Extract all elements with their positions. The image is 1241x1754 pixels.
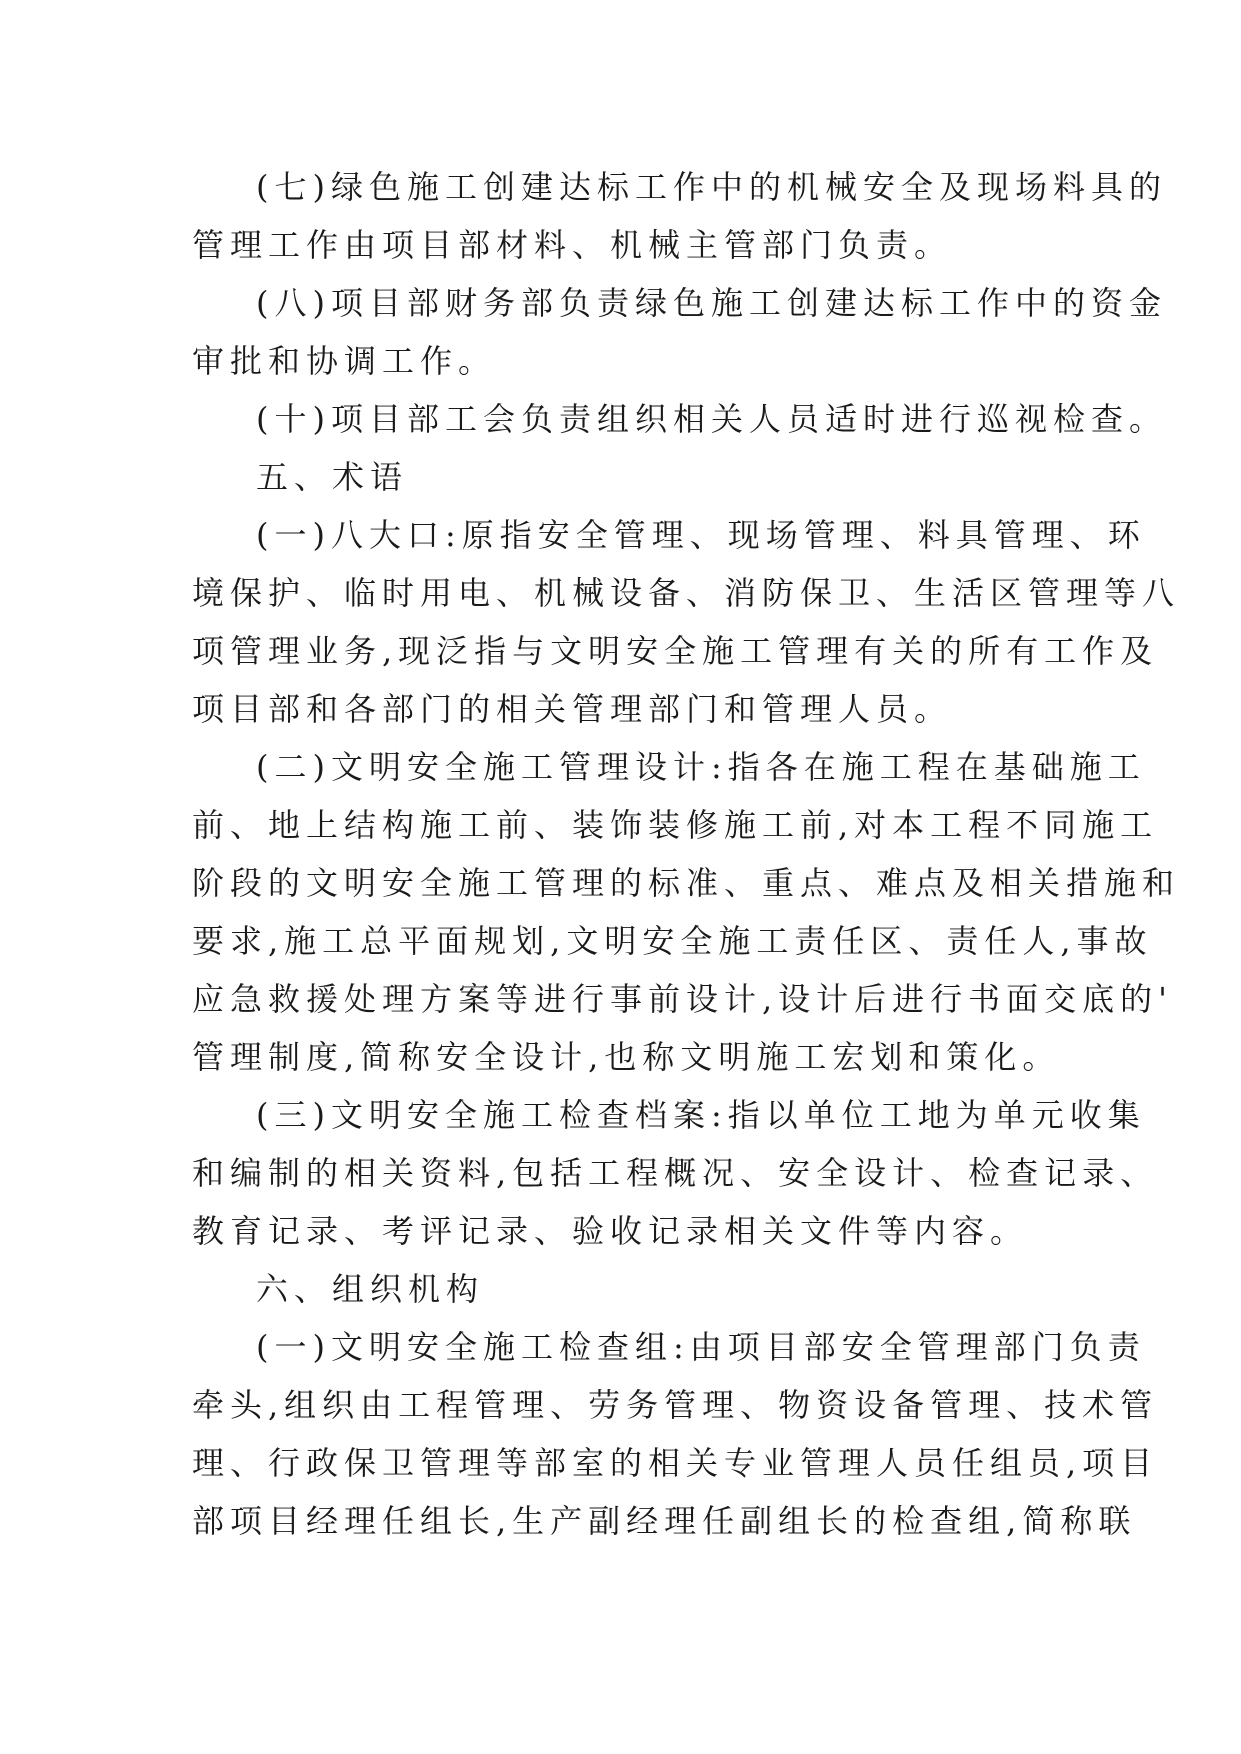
paragraph-line: 前、地上结构施工前、装饰装修施工前,对本工程不同施工: [192, 806, 1159, 844]
paragraph-line: (一)八大口:原指安全管理、现场管理、料具管理、环: [256, 516, 1146, 554]
paragraph-line: 管理制度,简称安全设计,也称文明施工宏划和策化。: [192, 1038, 1061, 1076]
paragraph-line: (十)项目部工会负责组织相关人员适时进行巡视检查。: [256, 400, 1167, 438]
section-heading: 五、术语: [256, 458, 409, 496]
paragraph-line: (八)项目部财务部负责绿色施工创建达标工作中的资金: [256, 284, 1167, 322]
paragraph-line: 部项目经理任组长,生产副经理任副组长的检查组,简称联: [192, 1502, 1137, 1540]
paragraph-line: 要求,施工总平面规划,文明安全施工责任区、责任人,事故: [192, 922, 1153, 960]
paragraph-line: (七)绿色施工创建达标工作中的机械安全及现场料具的: [256, 168, 1167, 206]
paragraph-line: 和编制的相关资料,包括工程概况、安全设计、检查记录、: [192, 1154, 1159, 1192]
paragraph-line: 项管理业务,现泛指与文明安全施工管理有关的所有工作及: [192, 632, 1159, 670]
paragraph-line: 管理工作由项目部材料、机械主管部门负责。: [192, 226, 953, 264]
paragraph-line: (二)文明安全施工管理设计:指各在施工程在基础施工: [256, 748, 1146, 786]
document-body: [192, 158, 1181, 1550]
paragraph-line: 境保护、临时用电、机械设备、消防保卫、生活区管理等八: [192, 574, 1181, 612]
paragraph-line: 阶段的文明安全施工管理的标准、重点、难点及相关措施和: [192, 864, 1181, 902]
paragraph-line: 审批和协调工作。: [192, 342, 497, 380]
paragraph-line: (三)文明安全施工检查档案:指以单位工地为单元收集: [256, 1096, 1146, 1134]
paragraph-line: 应急救援处理方案等进行事前设计,设计后进行书面交底的': [192, 980, 1173, 1018]
paragraph-line: 理、行政保卫管理等部室的相关专业管理人员任组员,项目: [192, 1444, 1159, 1482]
paragraph-line: 教育记录、考评记录、验收记录相关文件等内容。: [192, 1212, 1029, 1250]
paragraph-line: 项目部和各部门的相关管理部门和管理人员。: [192, 690, 953, 728]
paragraph-line: (一)文明安全施工检查组:由项目部安全管理部门负责: [256, 1328, 1146, 1366]
paragraph-line: 牵头,组织由工程管理、劳务管理、物资设备管理、技术管: [192, 1386, 1159, 1424]
section-heading: 六、组织机构: [256, 1270, 485, 1308]
